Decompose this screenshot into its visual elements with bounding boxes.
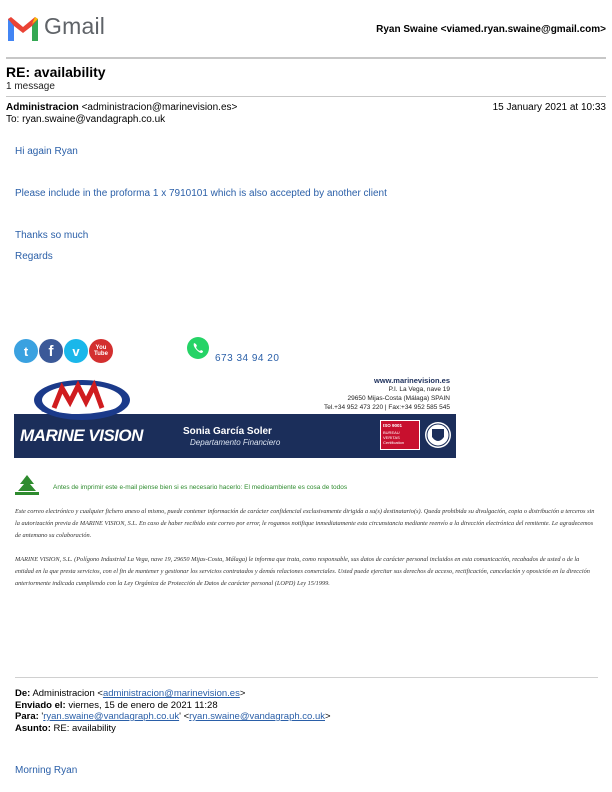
quoted-subject: Asunto: RE: availability [15, 723, 116, 734]
body-line: Please include in the proforma 1 x 7910101 which is also accepted by another client [15, 188, 387, 199]
quoted-from-email-link[interactable]: administracion@marinevision.es [102, 688, 240, 699]
quoted-divider [15, 677, 598, 678]
app-name: Gmail [44, 13, 106, 39]
body-line: Thanks so much [15, 230, 89, 241]
body-line: Regards [15, 251, 53, 262]
youtube-icon[interactable]: You Tube [89, 339, 113, 363]
bureau-veritas-seal-icon [424, 419, 452, 451]
sender-email: <administracion@marinevision.es> [81, 102, 238, 113]
gmail-logo-icon [6, 15, 40, 43]
message-date: 15 January 2021 at 10:33 [492, 102, 606, 113]
thread-subject: RE: availability [6, 64, 106, 80]
brand-name: MARINE VISION [20, 426, 143, 445]
recipient: To: ryan.swaine@vandagraph.co.uk [6, 114, 166, 125]
vimeo-icon[interactable]: v [64, 339, 88, 363]
banner-phones: Tel.+34 952 473 220 | Fax:+34 952 585 545 [323, 404, 450, 411]
header-divider [6, 57, 606, 59]
whatsapp-icon [187, 337, 209, 359]
quoted-sent: Enviado el: viernes, 15 de enero de 2021 11:28 [15, 700, 218, 711]
tree-icon [14, 473, 40, 497]
legal-notice-confidentiality: Este correo electrónico y cualquier fichero anexo al mismo, puede contener información de carácter confidencial exclusivamente dirigida a su(s) destinatario(s). Queda prohibida su divulgación, copia o distribución a terceros sin la autorización previa de MARINE VISION, S.L. En caso de haber recibido este correo por error, le rogamos notifique inmediatamente esta circunstancia mediante reenvío a la dirección electrónica del remitente. Le agradecemos de antemano su colaboración. [15, 508, 595, 539]
facebook-icon[interactable]: f [39, 339, 63, 363]
phone-number: 673 34 94 20 [215, 353, 280, 364]
quoted-to-email-link[interactable]: ryan.swaine@vandagraph.co.uk [43, 711, 180, 722]
contact-role: Departamento Financiero [190, 438, 281, 447]
banner-website: www.marinevision.es [374, 376, 450, 385]
banner-address-2: 29650 Mijas-Costa (Málaga) SPAIN [347, 395, 450, 402]
contact-name: Sonia García Soler [183, 426, 272, 437]
message-count: 1 message [6, 81, 55, 92]
legal-notice-lopd: MARINE VISION, S.L. (Polígono Industrial La Vega, nave 19, 29650 Mijas-Costa, Málaga) le informa que trata, como responsable, sus datos de carácter personal incluidos en esta comunicación, recabados de usted o de la entidad en la que presta servicios, con el fin de mantener y gestionar los servicios contratados y demás relaciones comerciales. Usted puede ejercitar sus derechos de acceso, rectificación, cancelación y oposición en la dirección anteriormente indicada cumpliendo con la Ley Orgánica de Protección de Datos de carácter personal (LOPD) Ley 15/1999. [15, 556, 590, 587]
quoted-from: De: Administracion <administracion@marinevision.es> [15, 688, 246, 699]
twitter-icon[interactable]: t [14, 339, 38, 363]
account-label: Ryan Swaine <viamed.ryan.swaine@gmail.com> [376, 24, 606, 35]
quoted-greeting: Morning Ryan [15, 765, 78, 776]
quoted-to: Para: 'ryan.swaine@vandagraph.co.uk' <ryan.swaine@vandagraph.co.uk> [15, 711, 331, 722]
quoted-to-email-link-2[interactable]: ryan.swaine@vandagraph.co.uk [189, 711, 325, 722]
eco-note: Antes de imprimir este e-mail piense bien si es necesario hacerlo: El medioambiente es cosa de todos [53, 484, 348, 491]
banner-address-1: P.I. La Vega, nave 19 [388, 386, 450, 393]
marine-vision-logo-icon [32, 378, 132, 422]
subject-divider [6, 96, 606, 97]
sender [6, 102, 237, 113]
signature-banner [14, 374, 456, 458]
iso-badge: ISO 9001 BUREAU VERITAS Certification [380, 420, 420, 450]
body-line: Hi again Ryan [15, 146, 78, 157]
sender-name: Administracion [6, 102, 79, 113]
